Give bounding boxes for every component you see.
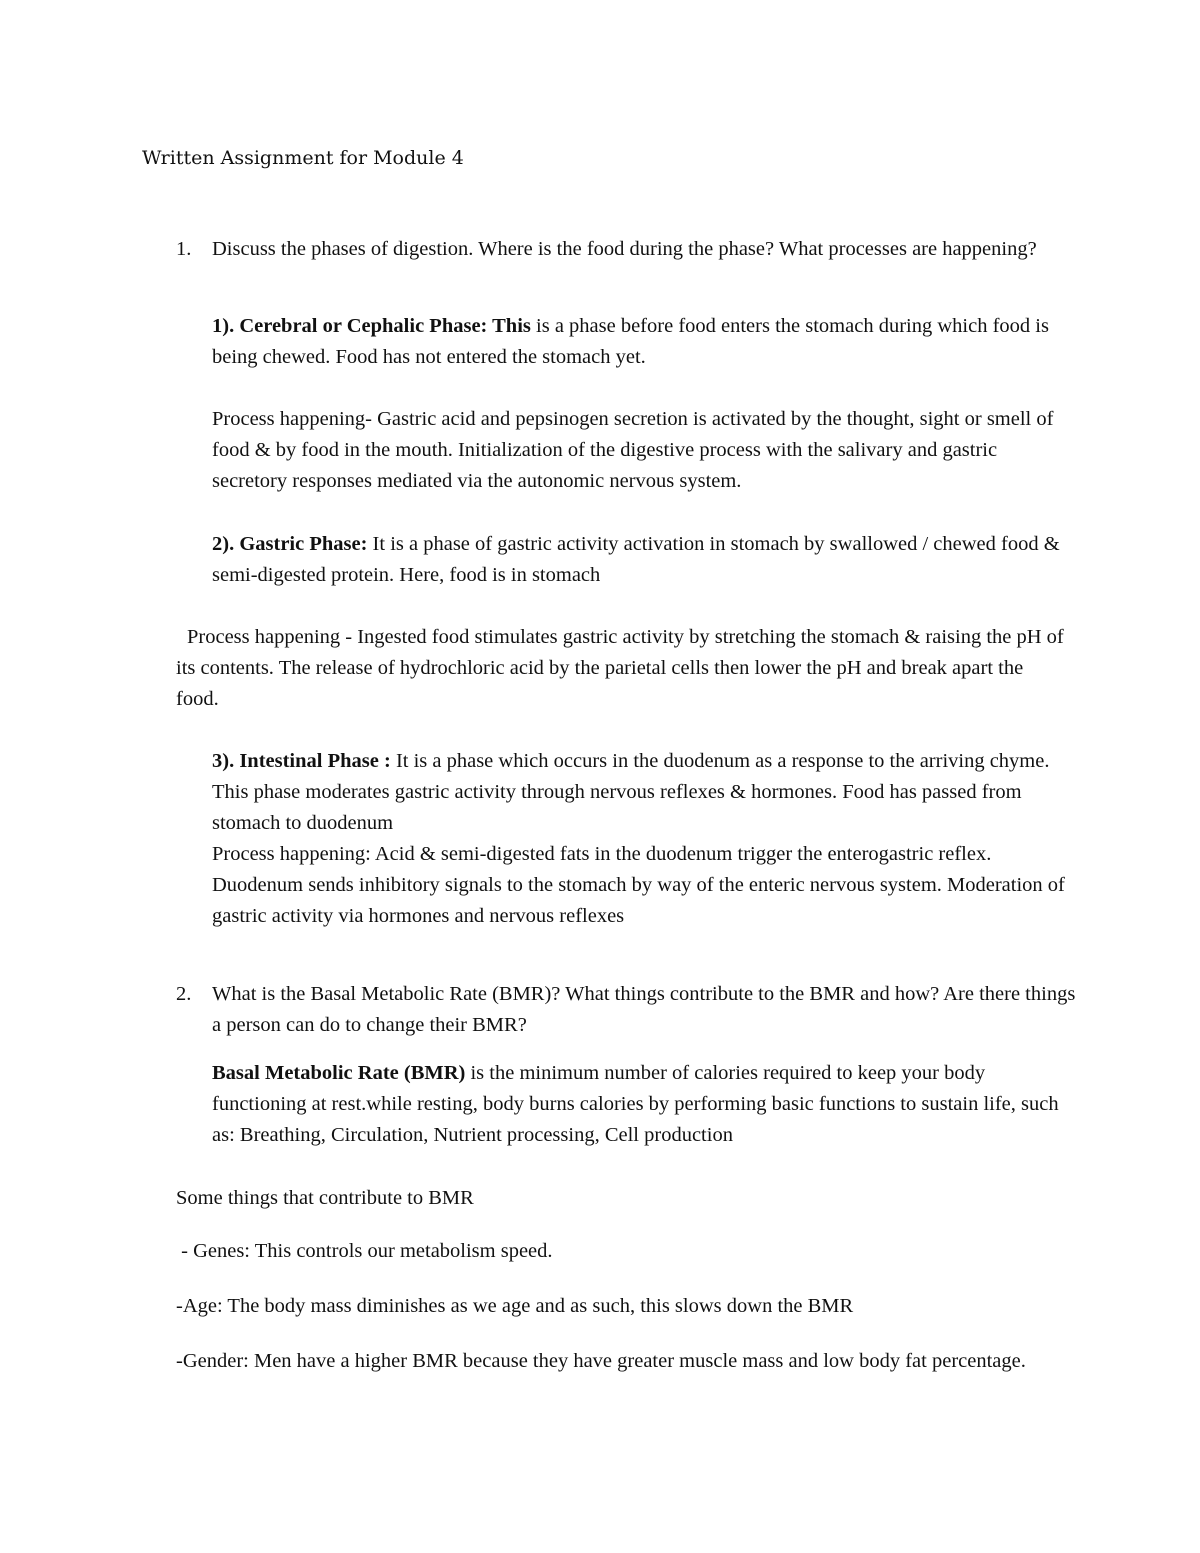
contributor-genes: - Genes: This controls our metabolism speed. xyxy=(176,1240,553,1262)
question-2-number: 2. xyxy=(176,983,192,1005)
phase-2-paragraph xyxy=(212,529,1072,591)
phase-3-block xyxy=(212,746,1072,932)
phase-2-process: Process happening - Ingested food stimulates gastric activity by stretching the stomach & raising the pH of its contents. The release of hydrochloric acid by the parietal cells then lower the pH and break apart the food. xyxy=(176,626,1064,710)
phase-3-heading: 3). Intestinal Phase : xyxy=(212,750,391,772)
phase-2-heading: 2). Gastric Phase: xyxy=(212,533,368,555)
phase-1-process: Process happening- Gastric acid and pepsinogen secretion is activated by the thought, sight or smell of food & by food in the mouth. Initialization of the digestive process with the salivary and gastric secretory responses mediated via the autonomic nervous system. xyxy=(212,408,1054,492)
phase-1-text: is a phase before food enters the stomach during which food is being chewed. Food has not entered the stomach yet. xyxy=(212,315,1049,368)
phase-1-paragraph xyxy=(212,311,1072,373)
contributor-gender: -Gender: Men have a higher BMR because they have greater muscle mass and low body fat percentage. xyxy=(176,1350,1026,1372)
contributor-age: -Age: The body mass diminishes as we age and as such, this slows down the BMR xyxy=(176,1295,854,1317)
question-1-number: 1. xyxy=(176,238,192,260)
phase-3-paragraph xyxy=(212,746,1072,839)
phase-1-heading: 1). Cerebral or Cephalic Phase: This xyxy=(212,315,531,337)
phase-2-text: It is a phase of gastric activity activation in stomach by swallowed / chewed food & semi-digested protein. Here, food is in stomach xyxy=(212,533,1060,586)
phase-3-process: Process happening: Acid & semi-digested fats in the duodenum trigger the enterogastric reflex. Duodenum sends inhibitory signals to the stomach by way of the enteric nervous system. Moderation of gastric activity via hormones and nervous reflexes xyxy=(212,843,1065,927)
phase-3-text: It is a phase which occurs in the duodenum as a response to the arriving chyme. This phase moderates gastric activity through nervous reflexes & hormones. Food has passed from stomach to duodenum xyxy=(212,750,1050,834)
question-1-text: Discuss the phases of digestion. Where is the food during the phase? What processes are happening? xyxy=(212,238,1037,260)
bmr-text: is the minimum number of calories required to keep your body functioning at rest.while resting, body burns calories by performing basic functions to sustain life, such as: Breathing, Circulation, Nutrient processing, Cell production xyxy=(212,1062,1059,1146)
bmr-definition xyxy=(212,1058,1072,1151)
question-2-text: What is the Basal Metabolic Rate (BMR)? What things contribute to the BMR and how? Are there things a person can do to change their BMR? xyxy=(212,983,1076,1036)
contributors-intro: Some things that contribute to BMR xyxy=(176,1187,474,1209)
document-title: Written Assignment for Module 4 xyxy=(142,147,464,169)
bmr-heading: Basal Metabolic Rate (BMR) xyxy=(212,1062,466,1084)
